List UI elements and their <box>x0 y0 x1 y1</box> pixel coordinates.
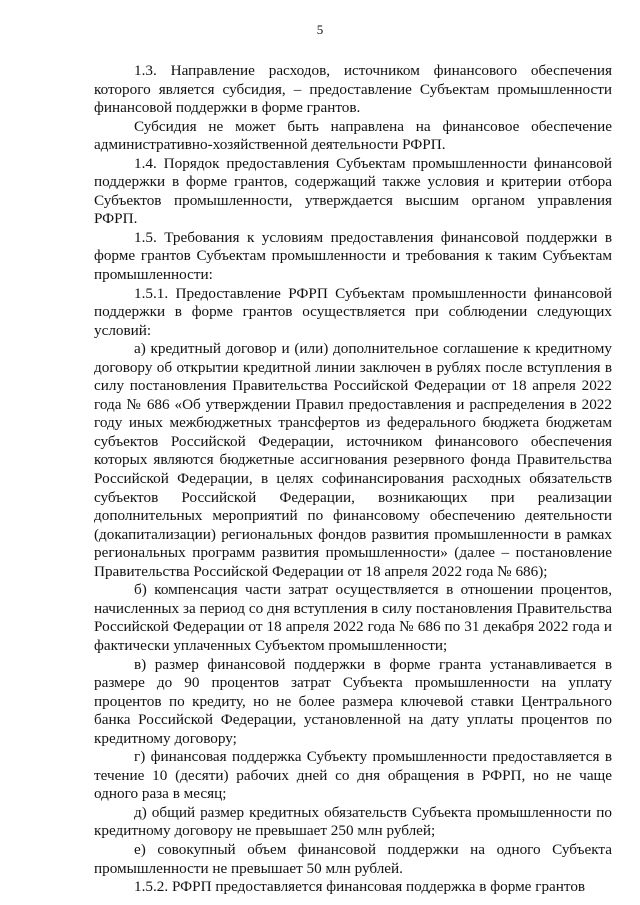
paragraph-1-5: 1.5. Требования к условиям предоставления финансовой поддержки в форме грантов Субъектам промышленности и требования к таким Субъектам промышленности: <box>94 228 612 284</box>
page-number: 5 <box>316 22 324 37</box>
paragraph-subsidy-restriction: Субсидия не может быть направлена на финансовое обеспечение административно-хозяйственной деятельности РФРП. <box>94 117 612 154</box>
paragraph-item-d: д) общий размер кредитных обязательств Субъекта промышленности по кредитному договору не превышает 250 млн рублей; <box>94 803 612 840</box>
paragraph-item-e: е) совокупный объем финансовой поддержки на одного Субъекта промышленности не превышает 50 млн рублей. <box>94 840 612 877</box>
paragraph-1-5-2: 1.5.2. РФРП предоставляется финансовая поддержка в форме грантов <box>134 878 586 896</box>
paragraph-item-b: б) компенсация части затрат осуществляется в отношении процентов, начисленных за период со дня вступления в силу постановления Правительства Российской Федерации от 18 апреля 2022 года № 686 по 31 декабря 2022 года и фактически уплаченных Субъектом промышленности; <box>94 581 612 654</box>
paragraph-item-v: в) размер финансовой поддержки в форме гранта устанавливается в размере до 90 процентов затрат Субъекта промышленности на уплату процентов по кредиту, но не более размера ключевой ставки Центрального банка Российской Федерации, установленной на дату уплаты процентов по кредитному договору; <box>94 655 612 747</box>
document-body <box>94 62 612 897</box>
paragraph-1-4: 1.4. Порядок предоставления Субъектам промышленности финансовой поддержки в форме грантов, содержащий также условия и критерии отбора Субъектов промышленности, утверждается высшим органом управления РФРП. <box>94 154 612 228</box>
paragraph-1-3: 1.3. Направление расходов, источником финансового обеспечения которого является субсидия, – предоставление Субъектам промышленности финансовой поддержки в форме грантов. <box>94 62 612 117</box>
paragraph-item-g: г) финансовая поддержка Субъекту промышленности предоставляется в течение 10 (десяти) рабочих дней со дня обращения в РФРП, но не чаще одного раза в месяц; <box>94 748 612 803</box>
paragraph-1-5-1: 1.5.1. Предоставление РФРП Субъектам промышленности финансовой поддержки в форме грантов осуществляется при соблюдении следующих условий: <box>94 284 612 339</box>
paragraph-item-a: а) кредитный договор и (или) дополнительное соглашение к кредитному договору об открытии кредитной линии заключен в рублях после вступления в силу постановления Правительства Российской Федерации от 18 апреля 2022 года № 686 «Об утверждении Правил предоставления и распределения в 2022 году иных межбюджетных трансфертов из федерального бюджета бюджетам субъектов Российской Федерации, источником финансового обеспечения которых являются бюджетные ассигнования резервного фонда Правительства Российской Федерации, в целях софинансирования расходных обязательств субъектов Российской Федерации, возникающих при реализации дополнительных мероприятий по финансовому обеспечению деятельности (докапитализации) региональных фондов развития промышленности в рамках региональных программ развития промышленности» (далее – постановление Правительства Российской Федерации от 18 апреля 2022 года № 686); <box>94 340 612 580</box>
